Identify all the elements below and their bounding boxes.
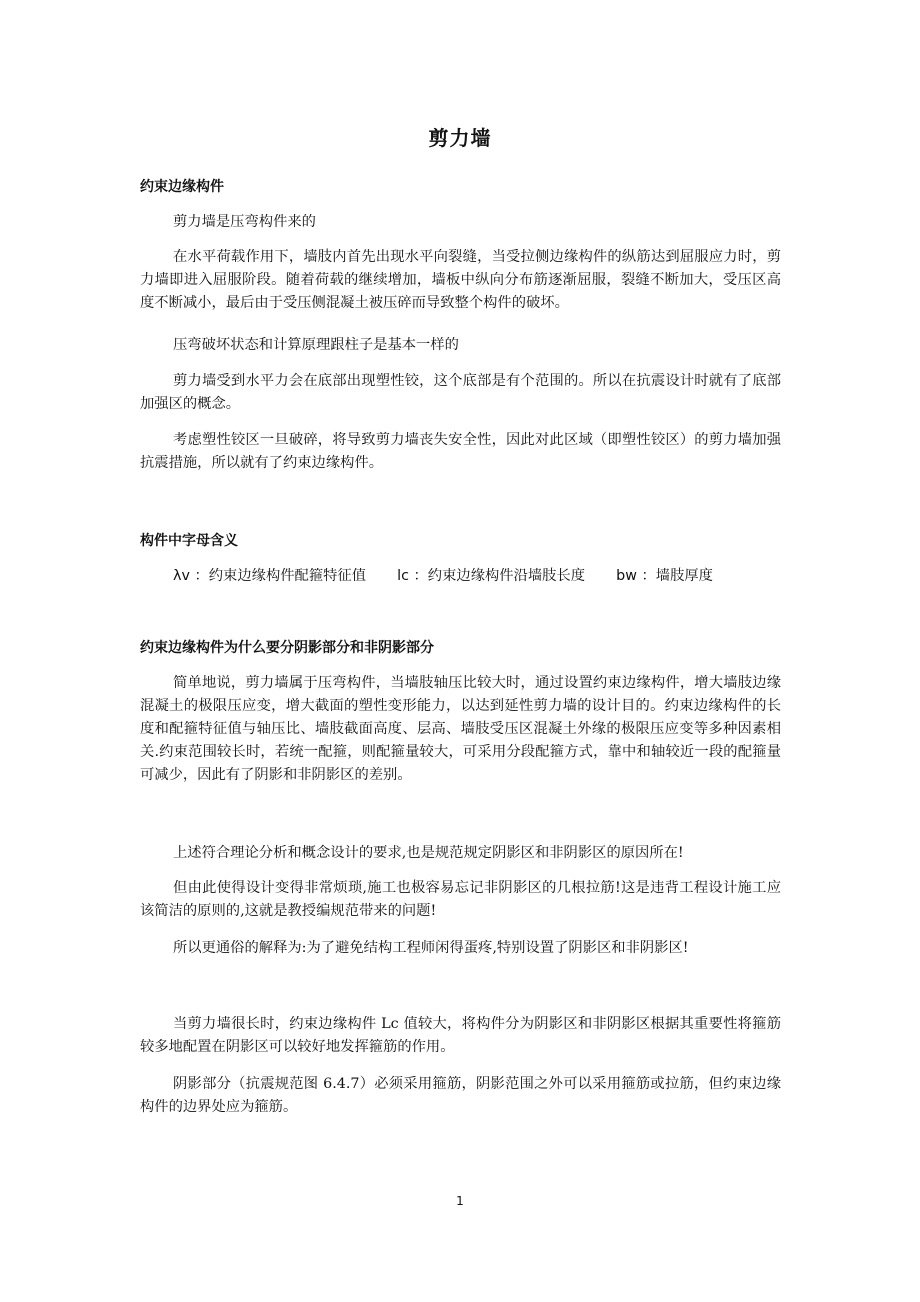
page-number: 1 — [456, 1194, 464, 1208]
section-heading-shadow: 约束边缘构件为什么要分阴影部分和非阴影部分 — [140, 640, 434, 656]
paragraph-constraint-1: 剪力墙是压弯构件来的 — [173, 214, 316, 230]
paragraph-constraint-2: 在水平荷载作用下，墙肢内首先出现水平向裂缝，当受拉侧边缘构件的纵筋达到屈服应力时，剪力墙即进入屈服阶段。随着荷载的继续增加，墙板中纵向分布筋逐渐屈服，裂缝不断加大，受压区高度不断减小，最后由于受压侧混凝土被压碎而导致整个构件的破坏。 — [140, 249, 781, 311]
symbol-definitions — [173, 565, 713, 585]
paragraph-shadow-3: 但由此使得设计变得非常烦琐,施工也极容易忘记非阴影区的几根拉筋!这是违背工程设计施工应该简洁的原则的,这就是教授编规范带来的问题! — [140, 880, 781, 919]
paragraph-constraint-3: 压弯破坏状态和计算原理跟柱子是基本一样的 — [173, 337, 459, 353]
paragraph-constraint-5: 考虑塑性铰区一旦破碎，将导致剪力墙丧失安全性，因此对此区域（即塑性铰区）的剪力墙加强抗震措施，所以就有了约束边缘构件。 — [140, 432, 781, 471]
lc-symbol: lc — [397, 568, 409, 584]
lambda-v-description: ：约束边缘构件配箍特征值 — [194, 568, 367, 584]
paragraph-constraint-4: 剪力墙受到水平力会在底部出现塑性铰，这个底部是有个范围的。所以在抗震设计时就有了底部加强区的概念。 — [140, 373, 781, 412]
lc-description: ：约束边缘构件沿墙肢长度 — [413, 568, 586, 584]
lambda-v-symbol: λv — [173, 568, 190, 584]
paragraph-shadow-1: 简单地说，剪力墙属于压弯构件，当墙肢轴压比较大时，通过设置约束边缘构件，增大墙肢边缘混凝土的极限压应变，增大截面的塑性变形能力，以达到延性剪力墙的设计目的。约束边缘构件的长度和配箍特征值与轴压比、墙肢截面高度、层高、墙肢受压区混凝土外缘的极限压应变等多种因素相关.约束范围较长时，若统一配箍，则配箍量较大，可采用分段配箍方式，靠中和轴较近一段的配箍量可减少，因此有了阴影和非阴影区的差别。 — [140, 675, 781, 783]
page-title: 剪力墙 — [428, 126, 492, 150]
bw-symbol: bw — [616, 568, 637, 584]
bw-description: ：墙肢厚度 — [641, 568, 713, 584]
section-heading-constraint: 约束边缘构件 — [140, 179, 224, 195]
paragraph-shadow-6: 阴影部分（抗震规范图 6.4.7）必须采用箍筋，阴影范围之外可以采用箍筋或拉筋，但约束边缘构件的边界处应为箍筋。 — [140, 1076, 781, 1115]
paragraph-shadow-5: 当剪力墙很长时，约束边缘构件 Lc 值较大，将构件分为阴影区和非阴影区根据其重要性将箍筋较多地配置在阴影区可以较好地发挥箍筋的作用。 — [140, 1016, 781, 1055]
paragraph-shadow-2: 上述符合理论分析和概念设计的要求,也是规范规定阴影区和非阴影区的原因所在! — [173, 845, 684, 861]
section-heading-letters: 构件中字母含义 — [140, 533, 238, 549]
paragraph-shadow-4: 所以更通俗的解释为:为了避免结构工程师闲得蛋疼,特别设置了阴影区和非阴影区! — [173, 940, 689, 956]
